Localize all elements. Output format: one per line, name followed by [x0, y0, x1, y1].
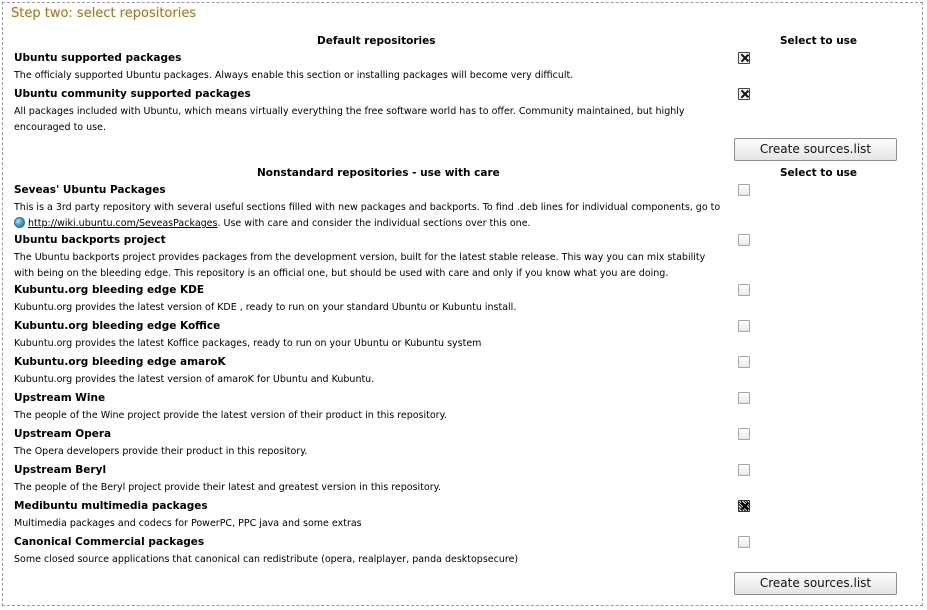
repo-title: Ubuntu community supported packages	[14, 88, 251, 100]
repo-desc: Multimedia packages and codecs for PowerPC, PPC java and some extras	[14, 518, 362, 529]
repo-desc: The officialy supported Ubuntu packages. Always enable this section or installing packages will become very difficult.	[14, 70, 574, 81]
repo-title: Ubuntu backports project	[14, 234, 166, 246]
repo-title: Upstream Beryl	[14, 464, 107, 476]
repo-checkbox-opera[interactable]	[738, 428, 750, 440]
repo-desc-text: This is a 3rd party repository with several useful sections filled with new packages and backports. To find .deb lines for individual components, go to	[14, 202, 721, 213]
globe-icon	[14, 217, 25, 228]
repo-desc: The Ubuntu backports project provides packages from the development version, built for the latest stable release. This way you can mix stability with being on the bleeding edge. This repository is an official one, but should be used with care and only if you know what you are doing.	[14, 252, 706, 279]
repo-title: Seveas' Ubuntu Packages	[14, 184, 166, 196]
repo-checkbox-wine[interactable]	[738, 392, 750, 404]
repo-checkbox-beryl[interactable]	[738, 464, 750, 476]
repo-checkbox-seveas[interactable]	[738, 184, 750, 196]
repo-checkbox-kde[interactable]	[738, 284, 750, 296]
nonstandard-select-heading: Select to use	[780, 167, 858, 179]
repo-desc: Kubuntu.org provides the latest Koffice packages, ready to run on your Ubuntu or Kubuntu system	[14, 338, 482, 349]
repo-title: Kubuntu.org bleeding edge amaroK	[14, 356, 226, 368]
repo-title: Medibuntu multimedia packages	[14, 500, 208, 512]
create-sources-list-button-top[interactable]: Create sources.list	[734, 138, 897, 161]
repo-desc: The Opera developers provide their product in this repository.	[14, 446, 308, 457]
repo-desc: The people of the Beryl project provide their latest and greatest version in this repository.	[14, 482, 441, 493]
repo-desc-text: . Use with care and consider the individual sections over this one.	[217, 218, 531, 229]
repo-checkbox-backports[interactable]	[738, 234, 750, 246]
create-sources-list-button-bottom[interactable]: Create sources.list	[734, 572, 897, 595]
repo-title: Canonical Commercial packages	[14, 536, 205, 548]
repo-desc: Some closed source applications that canonical can redistribute (opera, realplayer, panda desktopsecure)	[14, 554, 519, 565]
repo-checkbox-amarok[interactable]	[738, 356, 750, 368]
default-repos-heading: Default repositories	[317, 35, 436, 47]
nonstandard-repos-heading: Nonstandard repositories - use with care	[257, 167, 500, 179]
default-select-heading: Select to use	[780, 35, 858, 47]
repo-desc: All packages included with Ubuntu, which means virtually everything the free software world has to offer. Community maintained, but highly encouraged to use.	[14, 106, 685, 133]
repo-title: Kubuntu.org bleeding edge Koffice	[14, 320, 221, 332]
repo-desc: The people of the Wine project provide the latest version of their product in this repository.	[14, 410, 447, 421]
repo-checkbox-canonical-commercial[interactable]	[738, 536, 750, 548]
repo-checkbox-koffice[interactable]	[738, 320, 750, 332]
page-title: Step two: select repositories	[11, 6, 197, 21]
repo-title: Kubuntu.org bleeding edge KDE	[14, 284, 205, 296]
repo-desc: Kubuntu.org provides the latest version of KDE , ready to run on your standard Ubuntu or Kubuntu install.	[14, 302, 517, 313]
repo-desc: Kubuntu.org provides the latest version of amaroK for Ubuntu and Kubuntu.	[14, 374, 375, 385]
repo-title: Upstream Opera	[14, 428, 112, 440]
seveas-wiki-link[interactable]: http://wiki.ubuntu.com/SeveasPackages	[28, 218, 218, 229]
repo-checkbox-medibuntu[interactable]	[738, 500, 750, 512]
repo-checkbox-ubuntu-supported[interactable]	[738, 52, 750, 64]
repo-title: Upstream Wine	[14, 392, 106, 404]
repo-checkbox-ubuntu-community[interactable]	[738, 88, 750, 100]
repo-desc	[14, 200, 726, 232]
repo-title: Ubuntu supported packages	[14, 52, 182, 64]
